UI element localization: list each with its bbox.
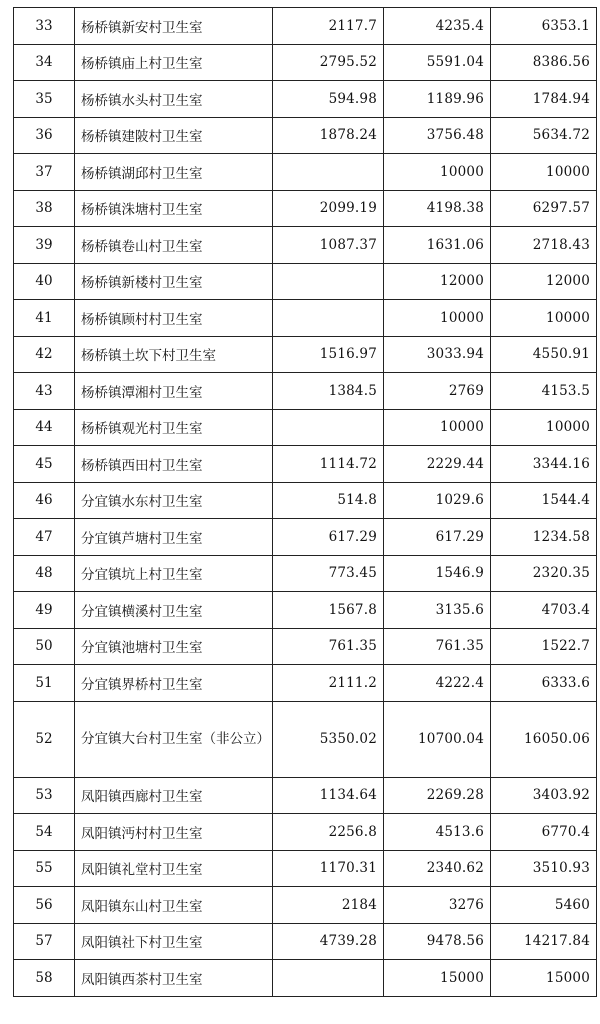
table-row: [14, 44, 597, 81]
amount-a-cell: 2099.19: [273, 190, 384, 227]
amount-a-cell: 1134.64: [273, 777, 384, 814]
table-row: [14, 117, 597, 154]
amount-a-cell: 761.35: [273, 628, 384, 665]
table-row: [14, 300, 597, 337]
row-number-cell: 45: [14, 446, 75, 483]
table-row: [14, 190, 597, 227]
amount-b-cell: 10000: [384, 409, 491, 446]
total-amount-cell: 1544.4: [491, 482, 597, 519]
table-row: [14, 263, 597, 300]
total-amount-cell: 2320.35: [491, 555, 597, 592]
row-number-cell: 52: [14, 701, 75, 777]
total-amount-cell: 16050.06: [491, 701, 597, 777]
total-amount-cell: 10000: [491, 409, 597, 446]
row-number-cell: 51: [14, 665, 75, 702]
amount-a-cell: 5350.02: [273, 701, 384, 777]
total-amount-cell: 3344.16: [491, 446, 597, 483]
table-row: [14, 592, 597, 629]
clinic-name-cell: 凤阳镇西廊村卫生室: [75, 777, 273, 814]
table-row: [14, 628, 597, 665]
total-amount-cell: 1784.94: [491, 81, 597, 118]
total-amount-cell: 6297.57: [491, 190, 597, 227]
total-amount-cell: 10000: [491, 300, 597, 337]
amount-b-cell: 4235.4: [384, 8, 491, 45]
clinic-name-cell: 杨桥镇潭湘村卫生室: [75, 373, 273, 410]
clinic-name-cell: 凤阳镇东山村卫生室: [75, 887, 273, 924]
amount-a-cell: 4739.28: [273, 923, 384, 960]
table-row: [14, 777, 597, 814]
table-row: [14, 409, 597, 446]
row-number-cell: 49: [14, 592, 75, 629]
row-number-cell: 50: [14, 628, 75, 665]
amount-b-cell: 3033.94: [384, 336, 491, 373]
total-amount-cell: 4550.91: [491, 336, 597, 373]
amount-b-cell: 10000: [384, 154, 491, 191]
total-amount-cell: 4703.4: [491, 592, 597, 629]
row-number-cell: 46: [14, 482, 75, 519]
amount-a-cell: 1170.31: [273, 850, 384, 887]
amount-a-cell: 2117.7: [273, 8, 384, 45]
total-amount-cell: 4153.5: [491, 373, 597, 410]
amount-a-cell: 514.8: [273, 482, 384, 519]
amount-b-cell: 617.29: [384, 519, 491, 556]
total-amount-cell: 10000: [491, 154, 597, 191]
amount-a-cell: 773.45: [273, 555, 384, 592]
amount-b-cell: 15000: [384, 960, 491, 997]
amount-b-cell: 3135.6: [384, 592, 491, 629]
amount-b-cell: 3756.48: [384, 117, 491, 154]
amount-b-cell: 5591.04: [384, 44, 491, 81]
table-row: [14, 227, 597, 264]
table-row: [14, 701, 597, 777]
clinic-name-cell: 杨桥镇新安村卫生室: [75, 8, 273, 45]
clinic-name-cell: 杨桥镇建陂村卫生室: [75, 117, 273, 154]
row-number-cell: 47: [14, 519, 75, 556]
amount-b-cell: 10700.04: [384, 701, 491, 777]
clinic-name-cell: 杨桥镇顾村村卫生室: [75, 300, 273, 337]
amount-b-cell: 1631.06: [384, 227, 491, 264]
amount-b-cell: 1029.6: [384, 482, 491, 519]
row-number-cell: 37: [14, 154, 75, 191]
clinic-name-cell: 杨桥镇新楼村卫生室: [75, 263, 273, 300]
clinic-name-cell: 杨桥镇庙上村卫生室: [75, 44, 273, 81]
total-amount-cell: 6333.6: [491, 665, 597, 702]
table-row: [14, 887, 597, 924]
row-number-cell: 43: [14, 373, 75, 410]
amount-a-cell: 1567.8: [273, 592, 384, 629]
clinic-name-cell: 凤阳镇沔村村卫生室: [75, 814, 273, 851]
clinic-funding-table: [13, 7, 597, 997]
amount-a-cell: [273, 960, 384, 997]
clinic-name-cell: 凤阳镇社下村卫生室: [75, 923, 273, 960]
total-amount-cell: 1234.58: [491, 519, 597, 556]
row-number-cell: 57: [14, 923, 75, 960]
amount-a-cell: [273, 263, 384, 300]
amount-a-cell: 594.98: [273, 81, 384, 118]
amount-a-cell: 1384.5: [273, 373, 384, 410]
amount-a-cell: 1114.72: [273, 446, 384, 483]
total-amount-cell: 5634.72: [491, 117, 597, 154]
amount-a-cell: 2795.52: [273, 44, 384, 81]
table-row: [14, 446, 597, 483]
table-row: [14, 850, 597, 887]
amount-a-cell: 1878.24: [273, 117, 384, 154]
clinic-name-cell: 凤阳镇西茶村卫生室: [75, 960, 273, 997]
total-amount-cell: 12000: [491, 263, 597, 300]
row-number-cell: 58: [14, 960, 75, 997]
row-number-cell: 44: [14, 409, 75, 446]
amount-a-cell: 1087.37: [273, 227, 384, 264]
row-number-cell: 39: [14, 227, 75, 264]
row-number-cell: 38: [14, 190, 75, 227]
amount-b-cell: 2269.28: [384, 777, 491, 814]
table-row: [14, 519, 597, 556]
total-amount-cell: 8386.56: [491, 44, 597, 81]
amount-a-cell: 2184: [273, 887, 384, 924]
amount-b-cell: 761.35: [384, 628, 491, 665]
table-row: [14, 81, 597, 118]
row-number-cell: 33: [14, 8, 75, 45]
clinic-name-cell: 杨桥镇卷山村卫生室: [75, 227, 273, 264]
amount-b-cell: 1546.9: [384, 555, 491, 592]
table-row: [14, 154, 597, 191]
clinic-name-cell: 杨桥镇土坎下村卫生室: [75, 336, 273, 373]
table-row: [14, 814, 597, 851]
total-amount-cell: 6770.4: [491, 814, 597, 851]
amount-b-cell: 4513.6: [384, 814, 491, 851]
amount-a-cell: [273, 300, 384, 337]
clinic-name-cell: 杨桥镇观光村卫生室: [75, 409, 273, 446]
clinic-name-cell: 杨桥镇水头村卫生室: [75, 81, 273, 118]
row-number-cell: 34: [14, 44, 75, 81]
row-number-cell: 41: [14, 300, 75, 337]
row-number-cell: 56: [14, 887, 75, 924]
clinic-name-cell: 杨桥镇西田村卫生室: [75, 446, 273, 483]
amount-b-cell: 4198.38: [384, 190, 491, 227]
amount-a-cell: 617.29: [273, 519, 384, 556]
row-number-cell: 53: [14, 777, 75, 814]
clinic-name-cell: 分宜镇界桥村卫生室: [75, 665, 273, 702]
clinic-name-cell: 分宜镇池塘村卫生室: [75, 628, 273, 665]
clinic-name-cell: 分宜镇芦塘村卫生室: [75, 519, 273, 556]
row-number-cell: 55: [14, 850, 75, 887]
table-row: [14, 8, 597, 45]
row-number-cell: 54: [14, 814, 75, 851]
clinic-name-cell: 分宜镇坑上村卫生室: [75, 555, 273, 592]
clinic-name-cell: 凤阳镇礼堂村卫生室: [75, 850, 273, 887]
total-amount-cell: 3510.93: [491, 850, 597, 887]
row-number-cell: 48: [14, 555, 75, 592]
total-amount-cell: 14217.84: [491, 923, 597, 960]
total-amount-cell: 15000: [491, 960, 597, 997]
amount-b-cell: 12000: [384, 263, 491, 300]
table-row: [14, 482, 597, 519]
amount-b-cell: 3276: [384, 887, 491, 924]
table-body: [14, 8, 597, 997]
amount-b-cell: 2769: [384, 373, 491, 410]
row-number-cell: 36: [14, 117, 75, 154]
amount-b-cell: 1189.96: [384, 81, 491, 118]
amount-b-cell: 9478.56: [384, 923, 491, 960]
amount-a-cell: [273, 409, 384, 446]
clinic-name-cell: 分宜镇横溪村卫生室: [75, 592, 273, 629]
total-amount-cell: 6353.1: [491, 8, 597, 45]
amount-b-cell: 4222.4: [384, 665, 491, 702]
total-amount-cell: 5460: [491, 887, 597, 924]
amount-a-cell: 2111.2: [273, 665, 384, 702]
clinic-name-cell: 分宜镇水东村卫生室: [75, 482, 273, 519]
row-number-cell: 35: [14, 81, 75, 118]
table-row: [14, 960, 597, 997]
total-amount-cell: 1522.7: [491, 628, 597, 665]
amount-b-cell: 10000: [384, 300, 491, 337]
table-row: [14, 373, 597, 410]
amount-b-cell: 2229.44: [384, 446, 491, 483]
amount-a-cell: 2256.8: [273, 814, 384, 851]
amount-a-cell: 1516.97: [273, 336, 384, 373]
amount-a-cell: [273, 154, 384, 191]
clinic-name-cell: 杨桥镇湖邱村卫生室: [75, 154, 273, 191]
total-amount-cell: 2718.43: [491, 227, 597, 264]
table-row: [14, 923, 597, 960]
table-row: [14, 555, 597, 592]
table-row: [14, 336, 597, 373]
total-amount-cell: 3403.92: [491, 777, 597, 814]
row-number-cell: 40: [14, 263, 75, 300]
amount-b-cell: 2340.62: [384, 850, 491, 887]
row-number-cell: 42: [14, 336, 75, 373]
clinic-name-cell: 分宜镇大台村卫生室（非公立）: [75, 701, 273, 777]
clinic-name-cell: 杨桥镇洙塘村卫生室: [75, 190, 273, 227]
table-row: [14, 665, 597, 702]
